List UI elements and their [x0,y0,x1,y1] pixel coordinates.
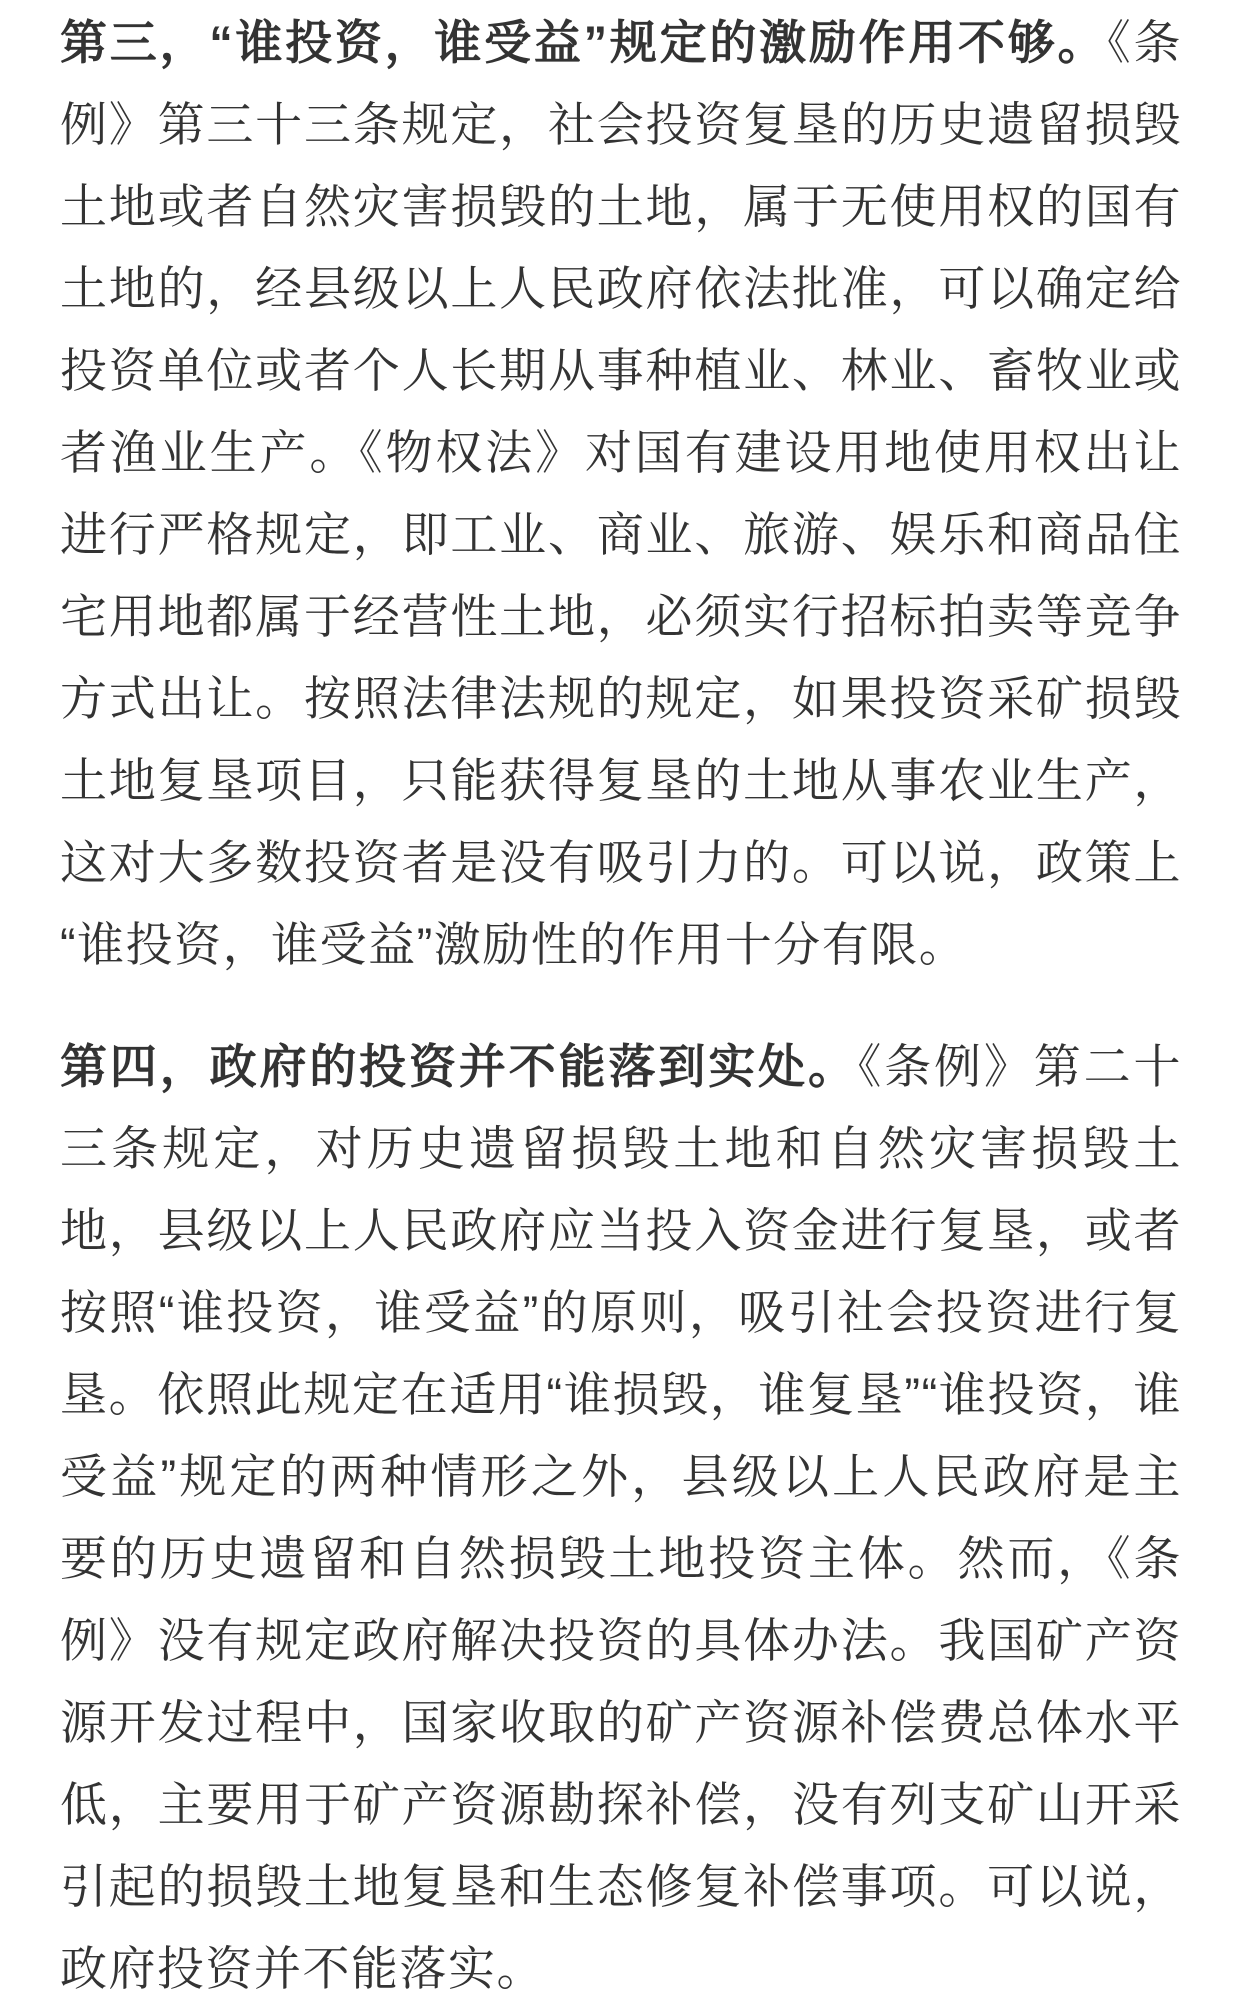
paragraph-fourth-body: 《条例》第二十三条规定，对历史遗留损毁土地和自然灾害损毁土地，县级以上人民政府应当投入资金进行复垦，或者按照“谁投资，谁受益”的原则，吸引社会投资进行复垦。依照此规定在适用“谁损毁，谁复垦”“谁投资，谁受益”规定的两种情形之外，县级以上人民政府是主要的历史遗留和自然损毁土地投资主体。然而，《条例》没有规定政府解决投资的具体办法。我国矿产资源开发过程中，国家收取的矿产资源补偿费总体水平低，主要用于矿产资源勘探补偿，没有列支矿山开采引起的损毁土地复垦和生态修复补偿事项。可以说，政府投资并不能落实。 [60,1040,1183,1995]
paragraph-fourth-bold-lead: 第四，政府的投资并不能落到实处。 [60,1040,858,1093]
paragraph-fourth [60,1026,1182,1996]
paragraph-third-body: 《条例》第三十三条规定，社会投资复垦的历史遗留损毁土地或者自然灾害损毁的土地，属于无使用权的国有土地的，经县级以上人民政府依法批准，可以确定给投资单位或者个人长期从事种植业、林业、畜牧业或者渔业生产。《物权法》对国有建设用地使用权出让进行严格规定，即工业、商业、旅游、娱乐和商品住宅用地都属于经营性土地，必须实行招标拍卖等竞争方式出让。按照法律法规的规定，如果投资采矿损毁土地复垦项目，只能获得复垦的土地从事农业生产，这对大多数投资者是没有吸引力的。可以说，政策上“谁投资，谁受益”激励性的作用十分有限。 [60,16,1183,971]
paragraph-third [60,2,1182,986]
paragraph-third-bold-lead: 第三，“谁投资，谁受益”规定的激励作用不够。 [60,16,1108,69]
